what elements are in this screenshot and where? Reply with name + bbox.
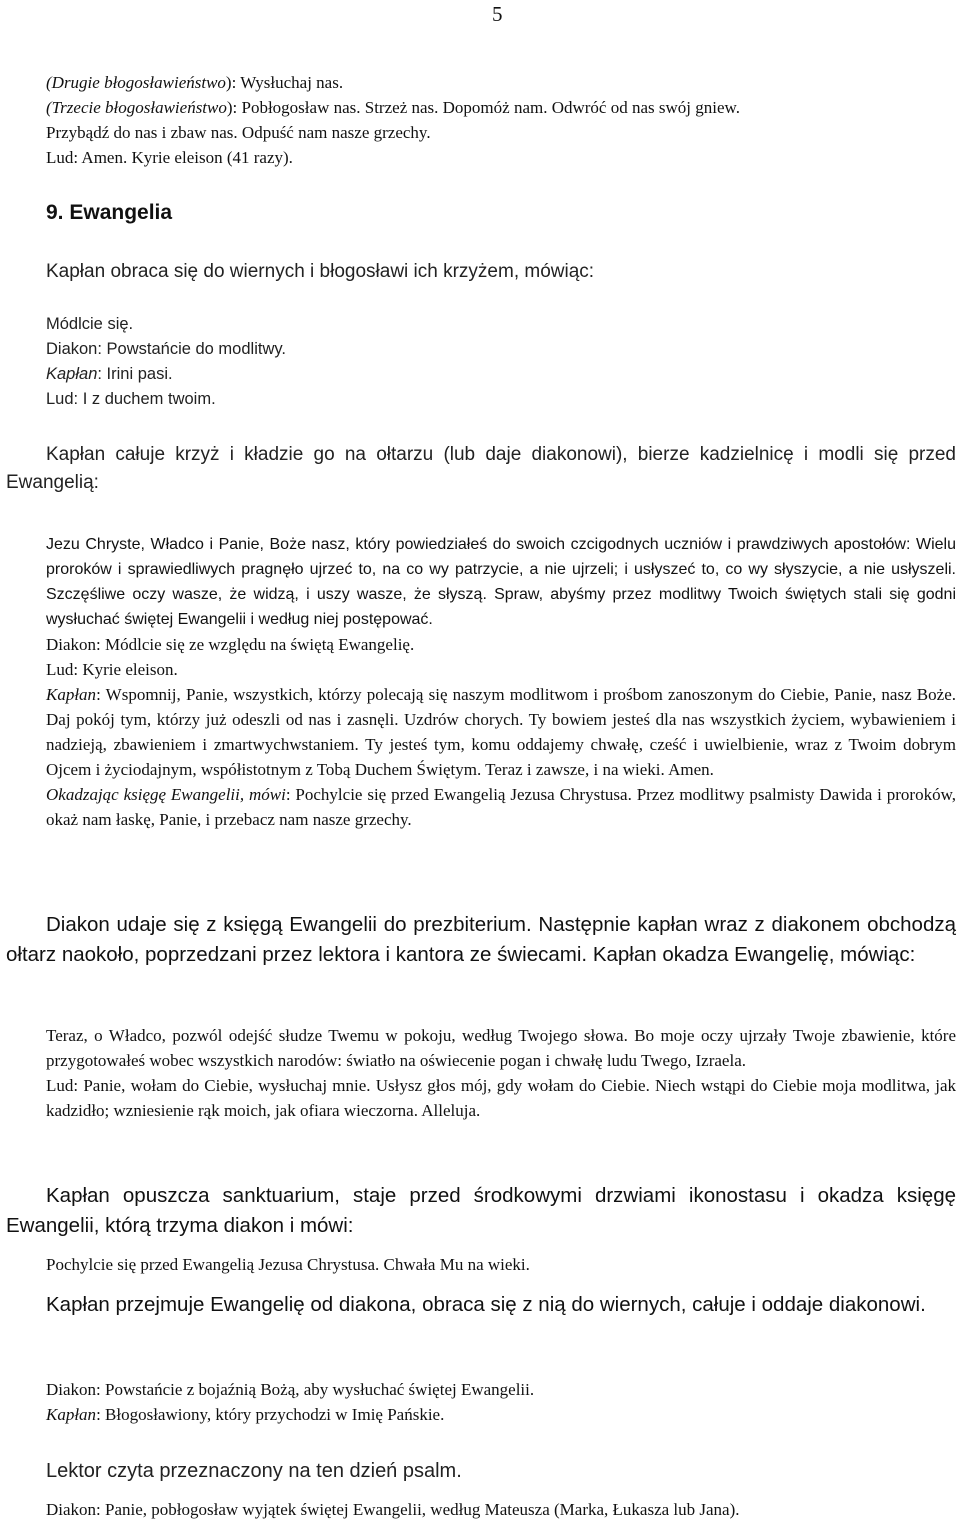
rubric-turn-to-faithful: Kapłan obraca się do wiernych i błogosławi ich krzyżem, mówiąc: [46,261,595,282]
text-span: : Wspomnij, Panie, wszystkich, którzy polecają się naszym modlitwom i prośbom zanoszonym do Ciebie, Panie, nasz Boże. Daj pokój tym, którzy już odeszli od nas i zasnęli. Uzdrów chorych. Ty bowiem jesteś dla nas wszystkich życiem, wybawieniem i nadzieją, zbawieniem i zmartwychwstaniem. Ty jesteś tym, komu oddajemy chwałę, cześć i uwielbienie, wraz z Twoim dobrym Ojcem i życiodajnym, współistotnym z Tobą Duchem Świętym. Teraz i zawsze, i na wieki. Amen. [46,685,956,779]
rubric-text: Diakon udaje się z księgą Ewangelii do prezbiterium. Następnie kapłan wraz z diakonem obchodzą ołtarz naokoło, poprzedzani przez lektora i kantora ze świecami. Kapłan okadza Ewangelię, mówiąc: [6,913,956,966]
rubric-text: Kapłan przejmuje Ewangelię od diakona, obraca się z nią do wiernych, całuje i oddaje diakonowi. [46,1293,926,1316]
dialog-line: Lud: I z duchem twoim. [46,390,216,408]
prayer-before-gospel [46,532,956,832]
intro-line [46,95,956,120]
rubric-take-gospel [6,1290,956,1320]
italic-label: Kapłan [46,365,98,383]
prayer-line: Lud: Kyrie eleison. [46,660,178,679]
intro-line [46,70,956,95]
rubric-kiss-cross [6,441,956,497]
rubric-incense-gospel [6,1181,956,1240]
italic-label: Okadzając księgę Ewangelii, mówi [46,785,286,804]
italic-label: Kapłan [46,1405,97,1424]
final-line: Diakon: Panie, pobłogosław wyjątek świętej Ewangelii, według Mateusza (Marka, Łukasza lub Jana). [46,1500,740,1519]
canticle [46,1023,956,1123]
text-span: ): Pobłogosław nas. Strzeż nas. Dopomóż nam. Odwróć od nas swój gniew. [226,98,740,117]
intro-line: Przybądź do nas i zbaw nas. Odpuść nam nasze grzechy. [46,123,431,142]
dialog-line: Módlcie się. [46,315,134,333]
page-number: 5 [492,2,503,26]
italic-label: (Trzecie błogosławieństwo [46,98,227,117]
italic-label: (Drugie błogosławieństwo [46,73,226,92]
rubric-psalm: Lektor czyta przeznaczony na ten dzień psalm. [46,1460,462,1482]
canticle-paragraph: Lud: Panie, wołam do Ciebie, wysłuchaj mnie. Usłysz głos mój, gdy wołam do Ciebie. Niech wstąpi do Ciebie moja modlitwa, jak kadzidło; wzniesienie rąk moich, jak ofiara wieczorna. Alleluja. [46,1076,956,1120]
dialog-blessing [46,312,956,412]
dialog-rise [46,1377,956,1427]
prayer-paragraph: Jezu Chryste, Władco i Panie, Boże nasz, który powiedziałeś do swoich czcigodnych uczniów i prawdziwych apostołów: Wielu proroków i sprawiedliwych pragnęło ujrzeć to, na co wy patrzycie, a nie ujrzeli; i usłyszeć to, co wy słyszycie, a nie usłyszeli. Szczęśliwe oczy wasze, że widzą, i uszy wasze, że słyszą. Spraw, abyśmy przez modlitwy Twoich świętych stali się godni wysłuchać świętej Ewangelii i według niej postępować. [46,536,956,628]
rubric-text: Kapłan całuje krzyż i kładzie go na ołtarzu (lub daje diakonowi), bierze kadzielnicę i modli się przed Ewangelią: [6,444,956,493]
rubric-text: Kapłan opuszcza sanktuarium, staje przed środkowymi drzwiami ikonostasu i okadza księgę Ewangelii, którą trzyma diakon i mówi: [6,1184,956,1237]
dialog-line: Diakon: Powstańcie z bojaźnią Bożą, aby wysłuchać świętej Ewangelii. [46,1380,535,1399]
text-span: : Irini pasi. [97,365,173,383]
prayer-paragraph [46,682,956,782]
section-heading: 9. Ewangelia [46,201,173,224]
rubric-procession [6,910,956,969]
italic-label: Kapłan [46,685,97,704]
intro-line: Lud: Amen. Kyrie eleison (41 razy). [46,148,293,167]
intro-litany [46,70,956,170]
text-span: ): Wysłuchaj nas. [225,73,344,92]
prayer-line: Diakon: Módlcie się ze względu na świętą Ewangelię. [46,635,415,654]
text-span: : Błogosławiony, który przychodzi w Imię Pańskie. [96,1405,445,1424]
dialog-line [46,1402,956,1427]
dialog-line [46,362,956,387]
canticle-paragraph: Teraz, o Władco, pozwól odejść słudze Twemu w pokoju, według Twojego słowa. Bo moje oczy ujrzały Twoje zbawienie, które przygotowałeś wobec wszystkich narodów: światło na oświecenie pogan i chwałę ludu Twego, Izraela. [46,1026,956,1070]
dialog-line: Diakon: Powstańcie do modlitwy. [46,340,286,358]
text-span: : Pochylcie się przed Ewangelią Jezusa Chrystusa. Przez modlitwy psalmisty Dawida i proroków, okaż nam łaskę, Panie, i przebacz nam nasze grzechy. [46,785,956,829]
prayer-paragraph [46,782,956,832]
worship-line: Pochylcie się przed Ewangelią Jezusa Chrystusa. Chwała Mu na wieki. [46,1255,530,1274]
